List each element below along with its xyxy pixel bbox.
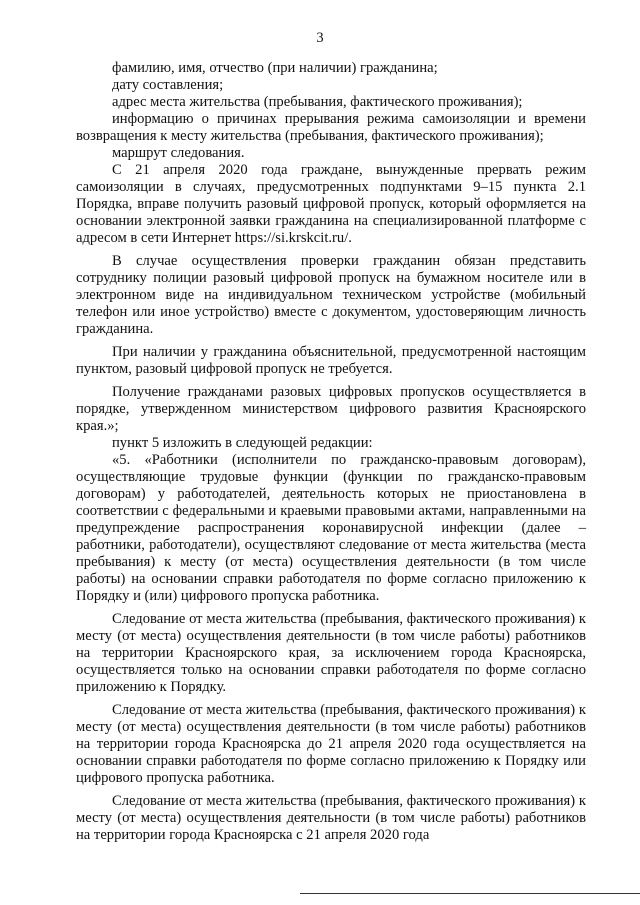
paragraph-point5-intro: пункт 5 изложить в следующей редакции: <box>112 435 373 451</box>
page-bottom-rule <box>300 893 640 895</box>
paragraph-krai-travel: Следование от места жительства (пребывания, фактического проживания) к месту (от места) осуществления деятельности (в том числе работы) работников на территории Красноярского края, за исключением города Красноярска, осуществляется только на основании справки работодателя по форме согласно приложению к Порядку. <box>76 611 586 695</box>
paragraph-city-before: Следование от места жительства (пребывания, фактического проживания) к месту (от места) осуществления деятельности (в том числе работы) работников на территории города Красноярска до 21 апреля 2020 года осуществляется на основании справки работодателя по форме согласно приложению к Порядку или цифрового пропуска работника. <box>76 702 586 786</box>
paragraph-route: маршрут следования. <box>112 145 245 161</box>
paragraph-point5-workers: «5. «Работники (исполнители по гражданско-правовым договорам), осуществляющие трудовые функции (функции по гражданско-правовым договорам) у работодателей, деятельность которых не приостановлена в соответствии с федеральными и краевыми правовыми актами, направленными на предупреждение распространения коронавирусной инфекции (далее – работники, работодатели), осуществляют следование от места жительства (места пребывания) к месту (от места) осуществления деятельности (в том числе работы) на основании справки работодателя по форме согласно приложению к Порядку и (или) цифрового пропуска работника. <box>76 452 586 604</box>
paragraph-explanatory-note: При наличии у гражданина объяснительной, предусмотренной настоящим пунктом, разовый цифровой пропуск не требуется. <box>76 344 586 377</box>
paragraph-city-after: Следование от места жительства (пребывания, фактического проживания) к месту (от места) осуществления деятельности (в том числе работы) работников на территории города Красноярска с 21 апреля 2020 года <box>76 793 586 843</box>
paragraph-pass-procedure: Получение гражданами разовых цифровых пропусков осуществляется в порядке, утвержденном министерством цифрового развития Красноярского края.»; <box>76 384 586 434</box>
paragraph-fio: фамилию, имя, отчество (при наличии) гражданина; <box>112 60 438 76</box>
page-number: 3 <box>316 30 324 46</box>
paragraph-reasons: информацию о причинах прерывания режима самоизоляции и времени возвращения к месту жительства (пребывания, фактического проживания); <box>76 111 586 144</box>
document-body <box>76 60 586 844</box>
paragraph-address: адрес места жительства (пребывания, фактического проживания); <box>112 94 523 110</box>
paragraph-date: дату составления; <box>112 77 224 93</box>
paragraph-digital-pass: С 21 апреля 2020 года граждане, вынужденные прервать режим самоизоляции в случаях, предусмотренных подпунктами 9–15 пункта 2.1 Порядка, вправе получить разовый цифровой пропуск, который оформляется на основании электронной заявки гражданина на специализированной платформе с адресом в сети Интернет https://si.krskcit.ru/. <box>76 162 586 246</box>
paragraph-police-check: В случае осуществления проверки гражданин обязан представить сотруднику полиции разовый цифровой пропуск на бумажном носителе или в электронном виде на индивидуальном техническом устройстве (мобильный телефон или иное устройство) вместе с документом, удостоверяющим личность гражданина. <box>76 253 586 337</box>
